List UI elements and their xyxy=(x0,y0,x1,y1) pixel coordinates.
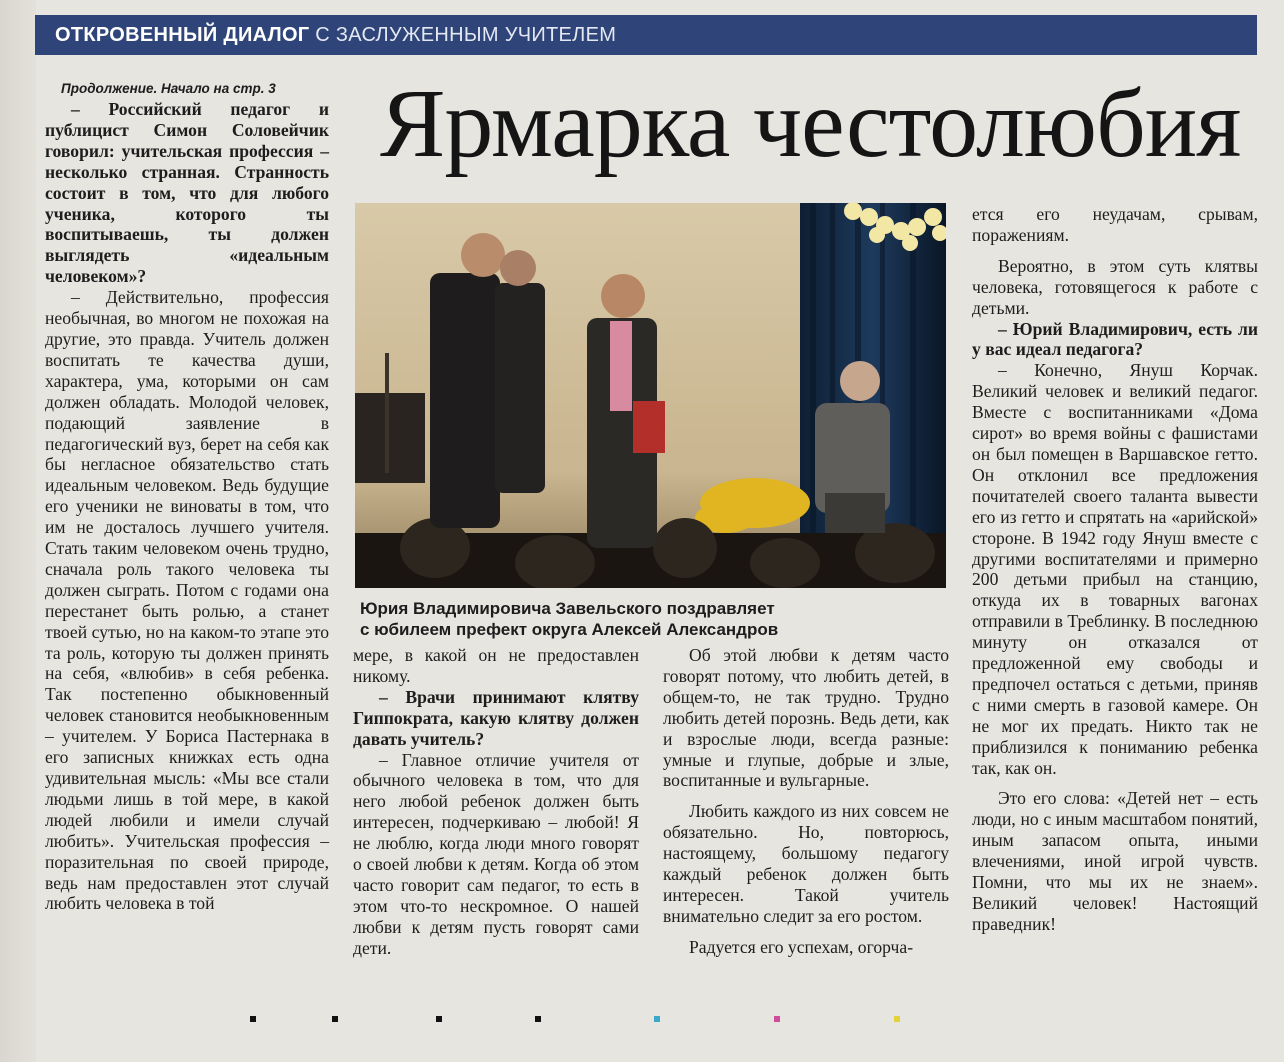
registration-mark xyxy=(535,1016,541,1022)
column-2 xyxy=(353,645,639,959)
column-4 xyxy=(972,204,1258,935)
column-3 xyxy=(663,645,949,958)
paragraph: ется его неудачам, срывам, поражениям. xyxy=(972,204,1258,245)
registration-marks xyxy=(0,1012,1284,1026)
question-1: – Российский педагог и публицист Симон Соловейчик говорил: учительская профессия – несколько странная. Странность состоит в том, что для любого ученика, которого ты воспитываешь, ты должен выглядеть «идеальным человеком»? xyxy=(45,99,329,287)
paragraph: Любить каждого из них совсем не обязательно. Но, повторюсь, настоящему, большому педагогу каждый ребенок должен быть интересен. Такой учитель внимательно следит за его ростом. xyxy=(663,801,949,926)
registration-mark xyxy=(250,1016,256,1022)
question-2: – Врачи принимают клятву Гиппократа, какую клятву должен давать учитель? xyxy=(353,686,639,749)
column-1 xyxy=(45,79,329,914)
answer-1: – Действительно, профессия необычная, во многом не похожая на другие, это правда. Учитель должен воспитать те качества души, характера, ума, которыми он сам должен обладать. Молодой человек, подающий заявление в педагогический вуз, берет на себя как бы негласное обязательство стать идеальным человеком. Ведь будущие его ученики не виноваты в том, что им не досталось лучшего учителя. Стать таким человеком очень трудно, сначала роль такого человека ты должен сыграть. Потом с годами она перестанет быть ролью, а станет твоей сутью, но на каком-то этапе это та роль, которую ты должен принять на себя, «влюбив» в себя ребенка. Так постепенно обыкновенный человек становится необыкновенным – учителем. У Бориса Пастернака в его записных книжках есть одна удивительная мысль: «Мы все стали людьми лишь в той мере, в какой людей любили и имели случай любить». Учительская профессия – поразительная по своей природе, ведь нам предоставлен этот случай любить человека в той xyxy=(45,287,329,914)
continued-note: Продолжение. Начало на стр. 3 xyxy=(61,81,276,96)
answer-3: – Конечно, Януш Корчак. Великий человек и великий педагог. Вместе с воспитанниками «Дома сирот» во время войны с фашистами он был помещен в Варшавское гетто. Он отклонил все предложения почитателей своего таланта вывести его из гетто и спрятать на «арийской» стороне. В 1942 году Януш вместе с другими воспитателями и примерно 200 детьми прибыл на станцию, откуда их в товарных вагонах отправили в Треблинку. В последнюю минуту он отказался от предложенной ему свободы и предпочел остаться с детьми, приняв с ними смерть в газовой камере. Он не мог их предать. Никто так не приблизился к пониманию ребенка так, как он. xyxy=(972,360,1258,778)
question-3: – Юрий Владимирович, есть ли у вас идеал педагога? xyxy=(972,318,1258,360)
paragraph: Вероятно, в этом суть клятвы человека, готовящегося к работе с детьми. xyxy=(972,255,1258,318)
registration-mark xyxy=(332,1016,338,1022)
photo-caption xyxy=(360,598,940,640)
caption-line-1: Юрия Владимировича Завельского поздравляет xyxy=(360,599,775,618)
event-photo-illustration xyxy=(355,203,946,588)
registration-mark xyxy=(436,1016,442,1022)
event-photo xyxy=(355,203,946,588)
registration-mark xyxy=(774,1016,780,1022)
paragraph: Радуется его успехам, огорча- xyxy=(689,936,914,957)
answer-2: – Главное отличие учителя от обычного человека в том, что для него любой ребенок должен быть интересен, подчеркиваю – любой! Я не люблю, когда люди много говорят о своей любви к детям. Когда об этом часто говорит сам педагог, то есть в этом что-то нескромное. О нашей любви к детям пусть говорят сами дети. xyxy=(353,749,639,958)
paragraph: мере, в какой он не предоставлен никому. xyxy=(353,645,639,686)
registration-mark xyxy=(654,1016,660,1022)
page-edge-shadow xyxy=(0,0,36,1062)
banner-light-text: С ЗАСЛУЖЕННЫМ УЧИТЕЛЕМ xyxy=(315,24,617,46)
banner-bold-text: ОТКРОВЕННЫЙ ДИАЛОГ xyxy=(55,24,310,46)
caption-line-2: с юбилеем префект округа Алексей Александров xyxy=(360,620,779,639)
headline: Ярмарка честолюбия xyxy=(380,70,1241,178)
registration-mark xyxy=(894,1016,900,1022)
paragraph: Это его слова: «Детей нет – есть люди, но с иным масштабом понятий, иным запасом опыта, иными влечениями, иной игрой чувств. Помни, что мы их не знаем». Великий человек! Настоящий праведник! xyxy=(972,788,1258,934)
paragraph: Об этой любви к детям часто говорят потому, что любить детей, в общем-то, не так трудно. Трудно любить детей порознь. Ведь дети, как и взрослые люди, всегда разные: умные и глупые, добрые и злые, воспитанные и вульгарные. xyxy=(663,645,949,791)
section-banner xyxy=(35,15,1257,55)
